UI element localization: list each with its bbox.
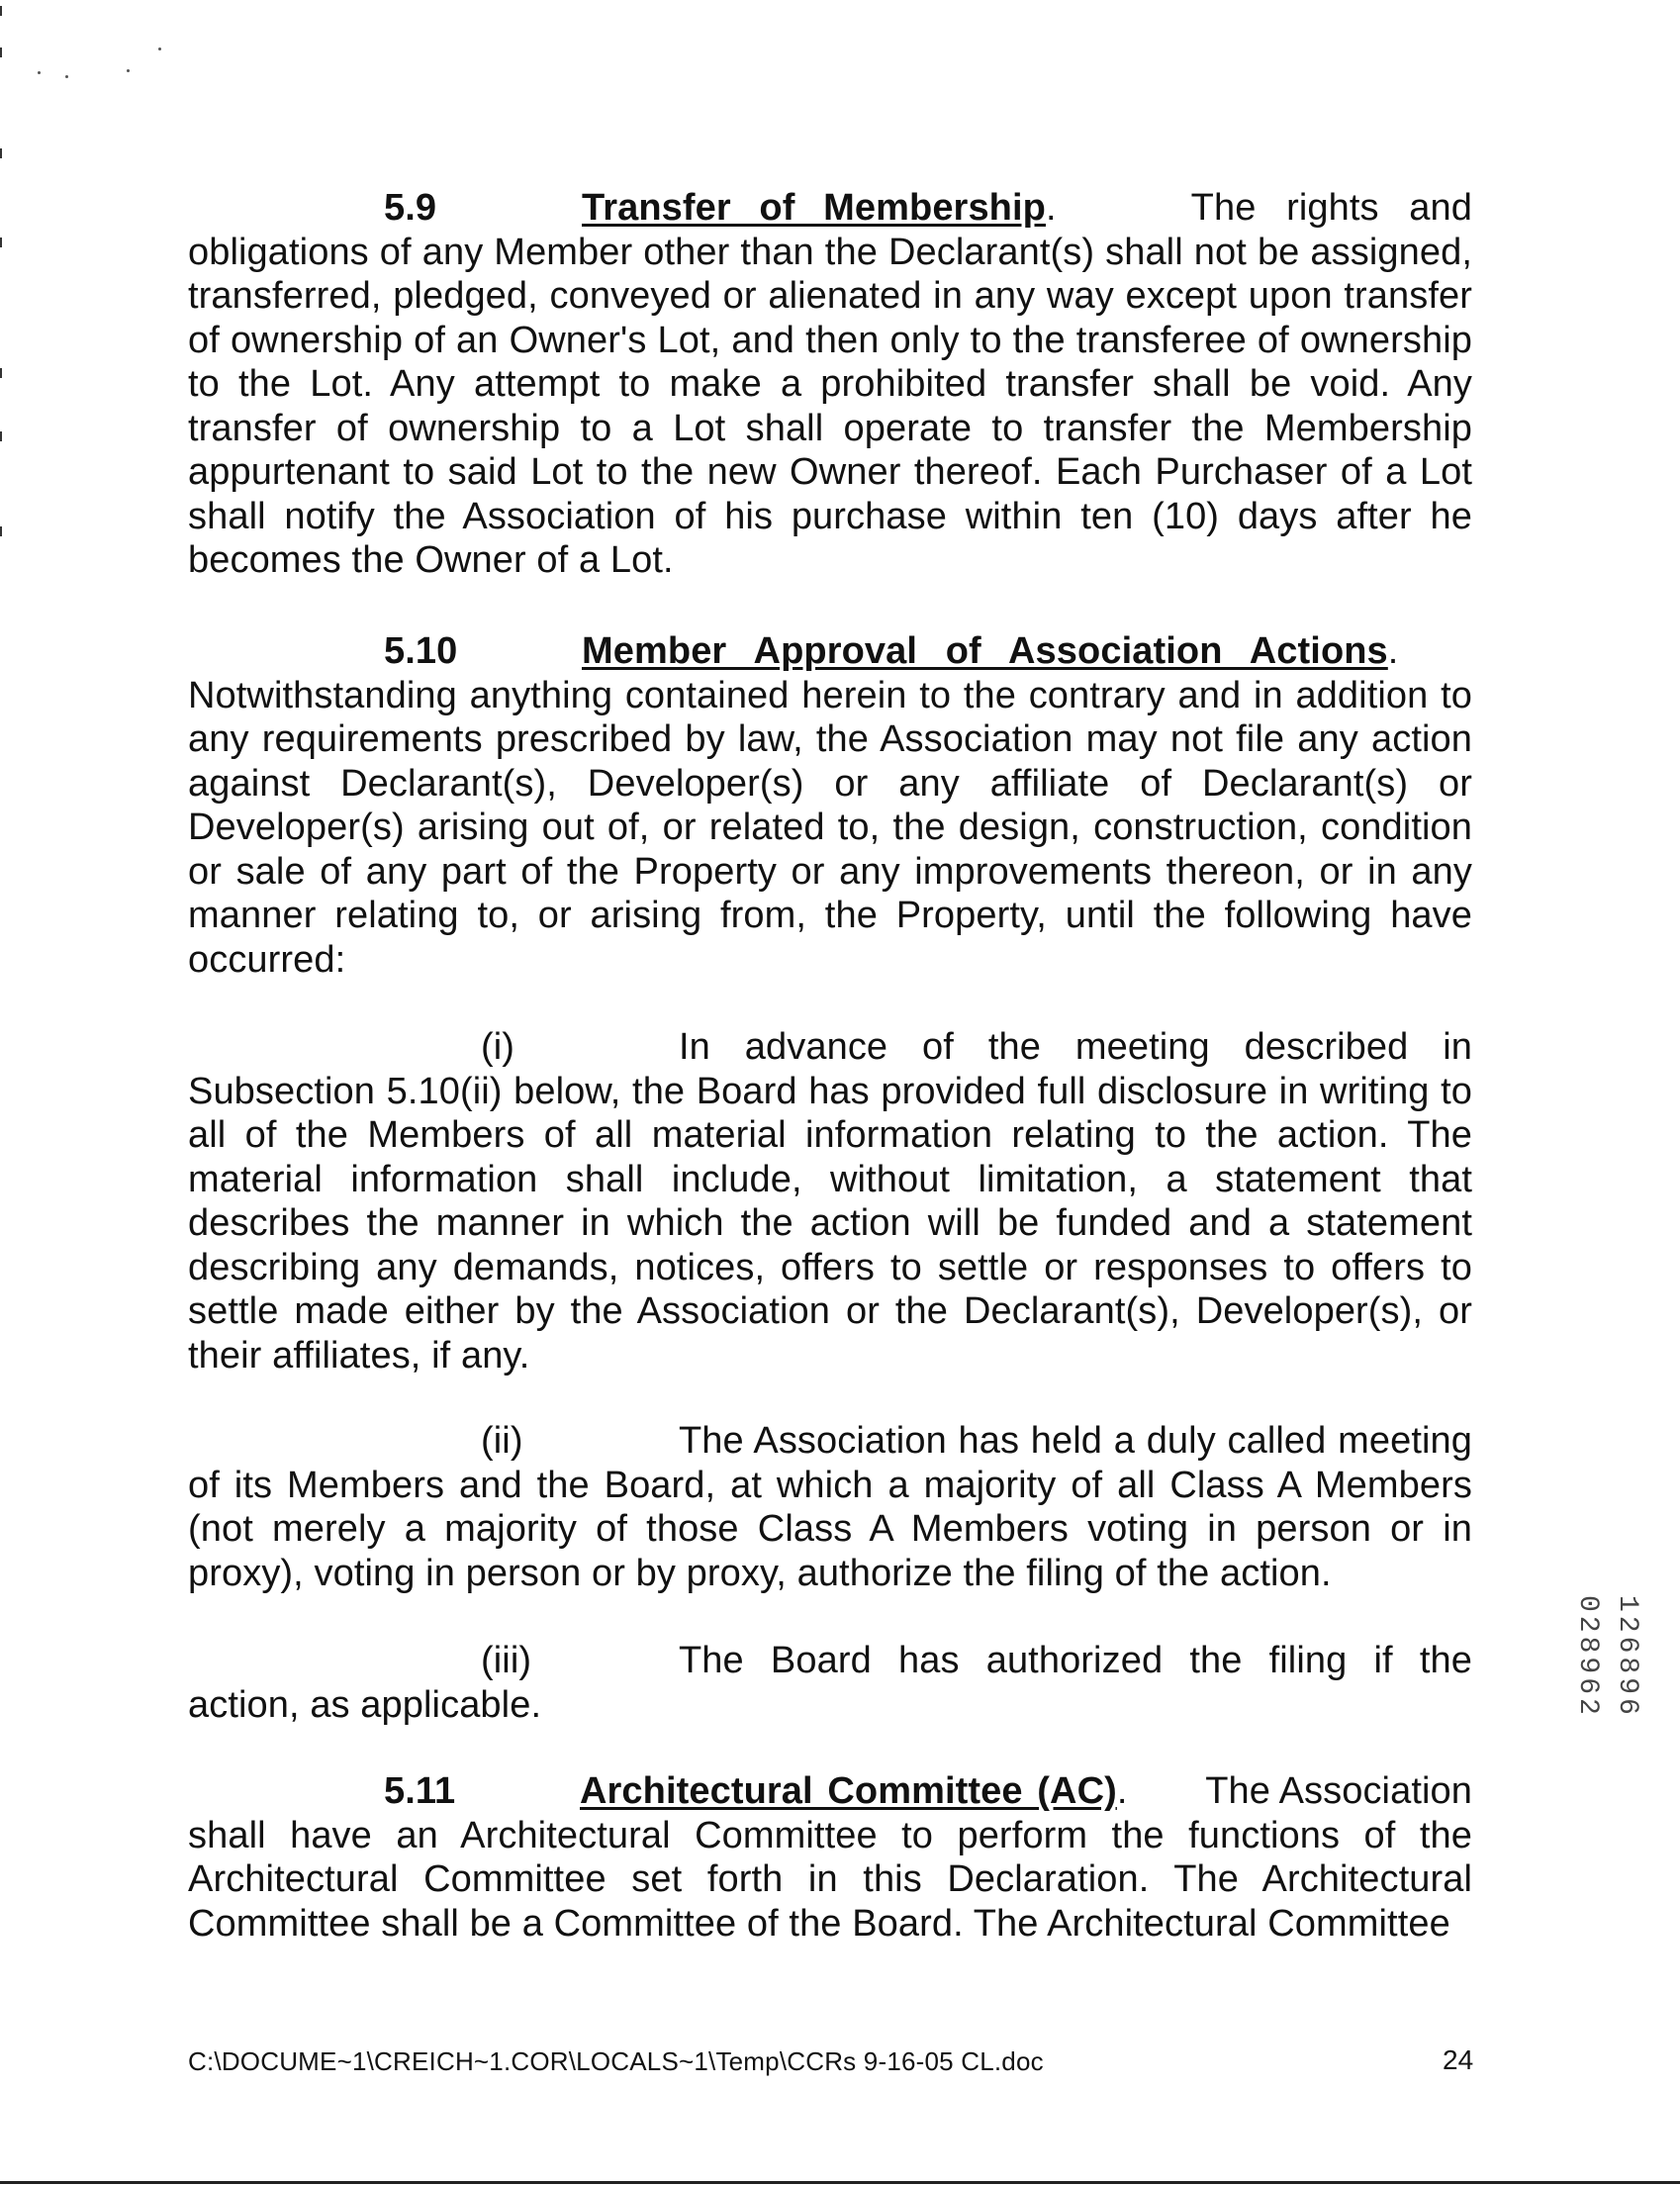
section-intro: The Association [1205, 1770, 1472, 1812]
section-title-period: . [1045, 187, 1057, 229]
scan-edge-mark [0, 148, 2, 158]
subsection-i-heading [188, 1025, 1472, 1070]
section-title: Architectural Committee (AC) [580, 1770, 1117, 1812]
subsection-ii [188, 1419, 1472, 1595]
subsection-iii [188, 1639, 1472, 1727]
section-intro: The rights and [1190, 187, 1472, 229]
section-5-11-heading [188, 1769, 1472, 1814]
scan-edge-mark [0, 48, 2, 57]
section-body: Notwithstanding anything contained herein to the contrary and in addition to any requirements prescribed by law, the Association may not file any action against Declarant(s), Developer(s) or any affiliate of Declarant(s) or Developer(s) arising out of, or related to, the design, construction, condition or sale of any part of the Property or any improvements thereon, or in any manner relating to, or arising from, the Property, until the following have occurred: [188, 674, 1472, 981]
scan-edge-mark [0, 238, 2, 247]
subsection-label: (i) [481, 1026, 515, 1068]
section-title-wrap [582, 186, 1057, 231]
footer-file-path: C:\DOCUME~1\CREICH~1.COR\LOCALS~1\Temp\CCRs 9-16-05 CL.doc [188, 2046, 1044, 2076]
scan-speck [65, 75, 68, 78]
subsection-body: Subsection 5.10(ii) below, the Board has provided full disclosure in writing to all of the Members of all material information relating to the action. The material information shall include, without limitation, a statement that describes the manner in which the action will be funded and a statement describing any demands, notices, offers to settle or responses to offers to settle made either by the Association or the Declarant(s), Developer(s), or their affiliates, if any. [188, 1070, 1472, 1377]
section-title-wrap [580, 1769, 1128, 1814]
section-title-period: . [1116, 1770, 1128, 1812]
subsection-intro: In advance of the meeting described in [679, 1026, 1472, 1068]
page-number: 24 [1443, 2044, 1474, 2075]
subsection-ii-heading [188, 1419, 1472, 1464]
section-5-11 [188, 1769, 1472, 1946]
side-document-stamp: 126896 028962 [1572, 1595, 1642, 1719]
section-title-period: . [1387, 630, 1399, 672]
section-number: 5.10 [384, 630, 458, 672]
scan-edge-mark [0, 6, 2, 16]
scan-speck [38, 71, 41, 74]
section-number: 5.9 [384, 187, 437, 229]
section-title: Member Approval of Association Actions [582, 630, 1388, 672]
subsection-body: of its Members and the Board, at which a majority of all Class A Members (not merely a majority of those Class A Members voting in person or in proxy), voting in person or by proxy, authorize the filing of the action. [188, 1464, 1472, 1594]
subsection-iii-heading [188, 1639, 1472, 1683]
subsection-intro: The Association has held a duly called meeting [679, 1420, 1472, 1462]
scan-edge-mark [0, 431, 2, 441]
subsection-label: (ii) [481, 1420, 523, 1462]
section-5-9-heading [188, 186, 1472, 231]
subsection-intro: The Board has authorized the filing if the [679, 1640, 1472, 1681]
scan-speck [158, 48, 161, 50]
section-body: shall have an Architectural Committee to perform the functions of the Architectural Committee set forth in this Declaration. The Architectural Committee shall be a Committee of the Board. The Architectural Committee [188, 1814, 1472, 1945]
section-5-10 [188, 629, 1472, 982]
section-title: Transfer of Membership [582, 187, 1046, 229]
section-body: obligations of any Member other than the Declarant(s) shall not be assigned, transferred, pledged, conveyed or alienated in any way except upon transfer of ownership of an Owner's Lot, and then only to the transferee of ownership to the Lot. Any attempt to make a prohibited transfer shall be void. Any transfer of ownership to a Lot shall operate to transfer the Membership appurtenant to said Lot to the new Owner thereof. Each Purchaser of a Lot shall notify the Association of his purchase within ten (10) days after he becomes the Owner of a Lot. [188, 231, 1472, 581]
section-5-9 [188, 186, 1472, 583]
scan-bottom-edge [0, 2181, 1680, 2184]
scan-edge-mark [0, 526, 2, 536]
subsection-body: action, as applicable. [188, 1683, 542, 1726]
subsection-label: (iii) [481, 1640, 532, 1681]
scan-edge-mark [0, 368, 2, 378]
scan-speck [127, 69, 130, 72]
section-number: 5.11 [384, 1770, 456, 1812]
subsection-i [188, 1025, 1472, 1378]
section-5-10-heading [188, 629, 1472, 674]
